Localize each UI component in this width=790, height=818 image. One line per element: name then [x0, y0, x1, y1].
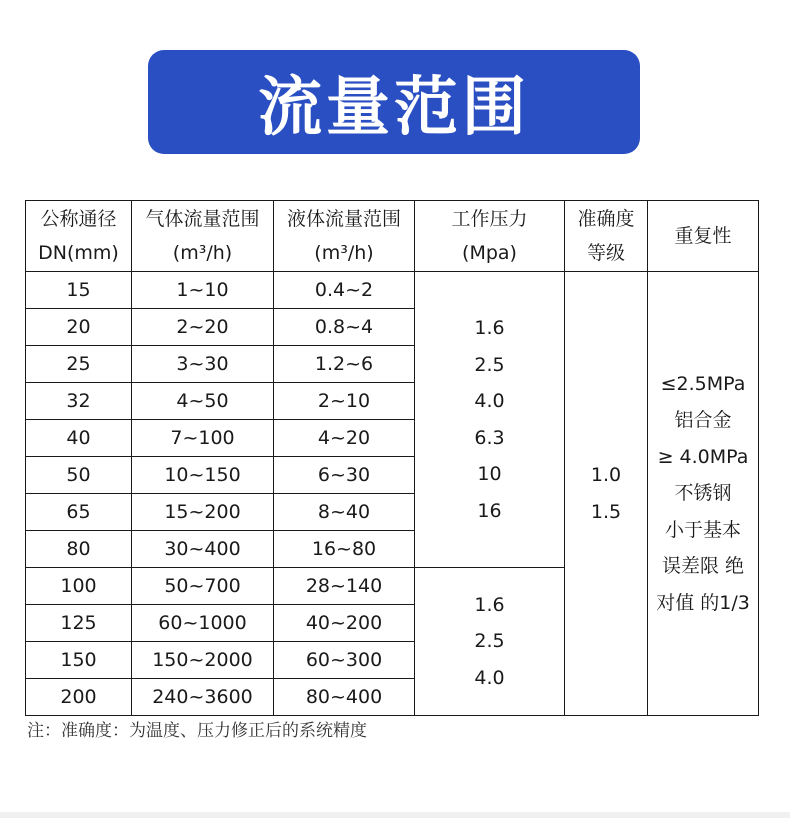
table-row: [26, 272, 759, 309]
cell-liquid: 6~30: [274, 457, 415, 494]
cell-repeatability: ≤2.5MPa 铝合金 ≥ 4.0MPa 不锈钢 小于基本 误差限 绝 对值 的1/3: [648, 272, 759, 716]
cell-gas: 7~100: [132, 420, 274, 457]
cell-dn: 150: [26, 642, 132, 679]
cell-dn: 40: [26, 420, 132, 457]
cell-dn: 32: [26, 383, 132, 420]
cell-gas: 10~150: [132, 457, 274, 494]
cell-liquid: 28~140: [274, 568, 415, 605]
cell-liquid: 40~200: [274, 605, 415, 642]
cell-gas: 15~200: [132, 494, 274, 531]
cell-liquid: 0.8~4: [274, 309, 415, 346]
header-repeatability: 重复性: [648, 201, 759, 272]
cell-gas: 3~30: [132, 346, 274, 383]
cell-accuracy: 1.0 1.5: [565, 272, 648, 716]
header-accuracy: 准确度 等级: [565, 201, 648, 272]
cell-dn: 25: [26, 346, 132, 383]
title-banner: [148, 50, 640, 154]
cell-gas: 60~1000: [132, 605, 274, 642]
cell-dn: 50: [26, 457, 132, 494]
cell-gas: 50~700: [132, 568, 274, 605]
header-pressure: 工作压力 (Mpa): [415, 201, 565, 272]
cell-gas: 30~400: [132, 531, 274, 568]
cell-liquid: 8~40: [274, 494, 415, 531]
cell-gas: 1~10: [132, 272, 274, 309]
cell-liquid: 80~400: [274, 679, 415, 716]
footnote: 注：准确度：为温度、压力修正后的系统精度: [27, 721, 367, 741]
cell-gas: 4~50: [132, 383, 274, 420]
header-dn: 公称通径 DN(mm): [26, 201, 132, 272]
cell-liquid: 60~300: [274, 642, 415, 679]
cell-dn: 80: [26, 531, 132, 568]
cell-dn: 65: [26, 494, 132, 531]
cell-dn: 125: [26, 605, 132, 642]
header-row: [26, 201, 759, 272]
cell-dn: 20: [26, 309, 132, 346]
bottom-divider: [0, 812, 790, 818]
header-liquid-flow: 液体流量范围 (m³/h): [274, 201, 415, 272]
cell-dn: 200: [26, 679, 132, 716]
cell-liquid: 4~20: [274, 420, 415, 457]
cell-liquid: 2~10: [274, 383, 415, 420]
cell-pressure-group-1: 1.6 2.5 4.0 6.3 10 16: [415, 272, 565, 568]
flow-range-table: [25, 200, 759, 716]
cell-pressure-group-2: 1.6 2.5 4.0: [415, 568, 565, 716]
cell-liquid: 1.2~6: [274, 346, 415, 383]
cell-dn: 100: [26, 568, 132, 605]
cell-liquid: 16~80: [274, 531, 415, 568]
cell-liquid: 0.4~2: [274, 272, 415, 309]
banner-title: 流量范围: [258, 71, 530, 145]
cell-dn: 15: [26, 272, 132, 309]
header-gas-flow: 气体流量范围 (m³/h): [132, 201, 274, 272]
cell-gas: 240~3600: [132, 679, 274, 716]
cell-gas: 2~20: [132, 309, 274, 346]
cell-gas: 150~2000: [132, 642, 274, 679]
